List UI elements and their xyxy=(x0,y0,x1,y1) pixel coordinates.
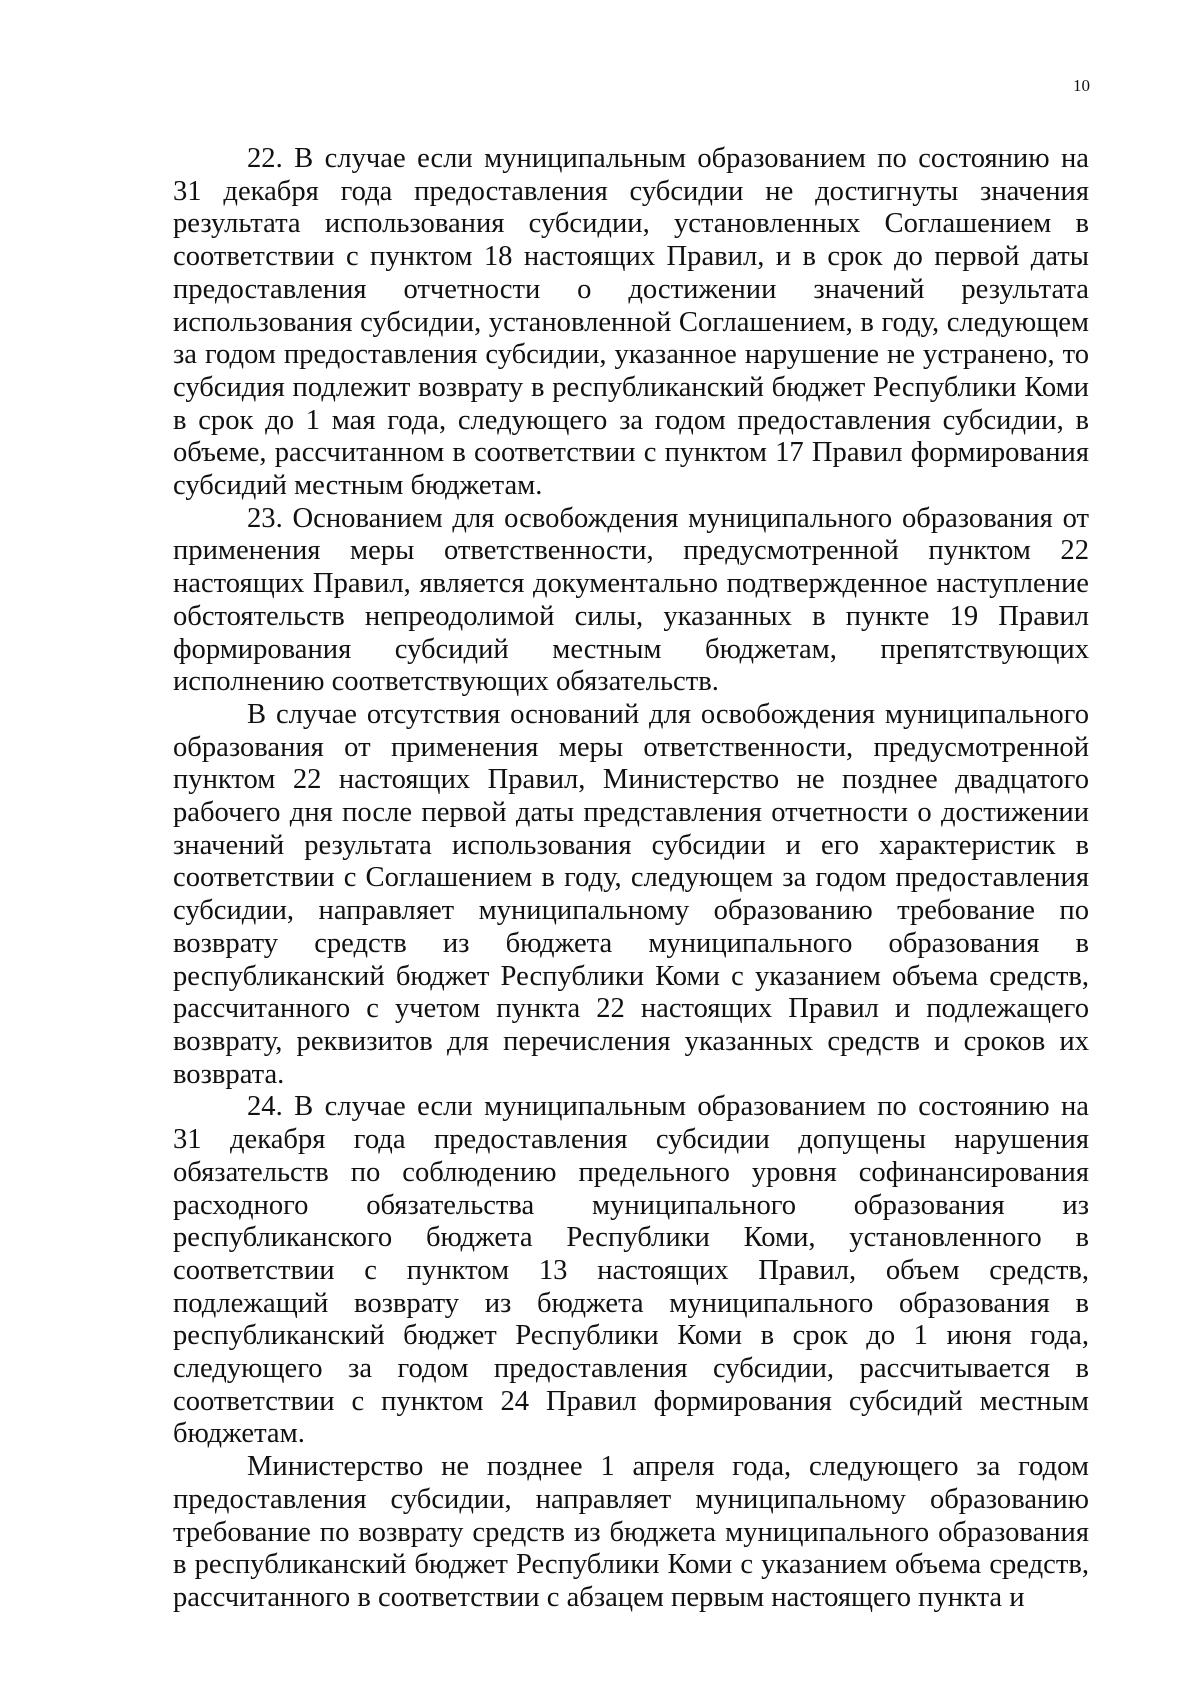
paragraph-23-continuation: В случае отсутствия оснований для освобождения муниципального образования от применения меры ответственности, предусмотренной пунктом 22 настоящих Правил, Министерство не позднее двадцатого рабочего дня после первой даты представления отчетности о достижении значений результата использования субсидии и его характеристик в соответствии с Соглашением в году, следующем за годом предоставления субсидии, направляет муниципальному образованию требование по возврату средств из бюджета муниципального образования в республиканский бюджет Республики Коми с указанием объема средств, рассчитанного с учетом пункта 22 настоящих Правил и подлежащего возврату, реквизитов для перечисления указанных средств и сроков их возврата. xyxy=(173,698,1089,1090)
paragraph-23: 23. Основанием для освобождения муниципального образования от применения меры ответственности, предусмотренной пунктом 22 настоящих Правил, является документально подтвержденное наступление обстоятельств непреодолимой силы, указанных в пункте 19 Правил формирования субсидий местным бюджетам, препятствующих исполнению соответствующих обязательств. xyxy=(173,502,1089,698)
paragraph-24: 24. В случае если муниципальным образованием по состоянию на 31 декабря года предоставления субсидии допущены нарушения обязательств по соблюдению предельного уровня софинансирования расходного обязательства муниципального образования из республиканского бюджета Республики Коми, установленного в соответствии с пунктом 13 настоящих Правил, объем средств, подлежащий возврату из бюджета муниципального образования в республиканский бюджет Республики Коми в срок до 1 июня года, следующего за годом предоставления субсидии, рассчитывается в соответствии с пунктом 24 Правил формирования субсидий местным бюджетам. xyxy=(173,1091,1089,1450)
document-body xyxy=(173,143,1089,1615)
paragraph-24-continuation: Министерство не позднее 1 апреля года, следующего за годом предоставления субсидии, направляет муниципальному образованию требование по возврату средств из бюджета муниципального образования в республиканский бюджет Республики Коми с указанием объема средств, рассчитанного в соответствии с абзацем первым настоящего пункта и xyxy=(173,1451,1089,1613)
page-number: 10 xyxy=(1073,76,1090,95)
paragraph-22: 22. В случае если муниципальным образованием по состоянию на 31 декабря года предоставления субсидии не достигнуты значения результата использования субсидии, установленных Соглашением в соответствии с пунктом 18 настоящих Правил, и в срок до первой даты предоставления отчетности о достижении значений результата использования субсидии, установленной Соглашением, в году, следующем за годом предоставления субсидии, указанное нарушение не устранено, то субсидия подлежит возврату в республиканский бюджет Республики Коми в срок до 1 мая года, следующего за годом предоставления субсидии, в объеме, рассчитанном в соответствии с пунктом 17 Правил формирования субсидий местным бюджетам. xyxy=(173,143,1089,502)
